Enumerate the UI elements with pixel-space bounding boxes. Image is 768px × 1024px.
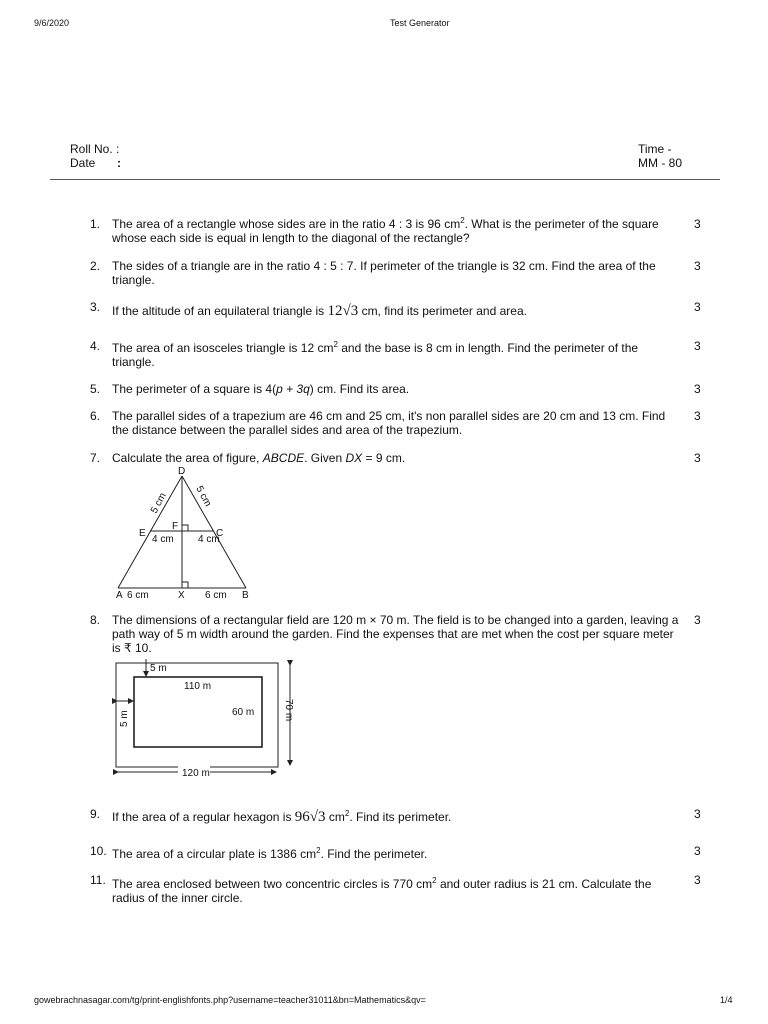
label-fc-length: 4 cm	[198, 534, 220, 545]
question-text: The area enclosed between two concentric circles is 770 $cm^2$ and outer radius is 21 cm. Calculate the radius of the inner circle.	[112, 876, 652, 905]
question-marks: 3	[694, 339, 701, 353]
question-number: 1.	[90, 217, 101, 231]
question-number: 3.	[90, 300, 101, 314]
right-angle-x	[182, 582, 188, 588]
question-number: 4.	[90, 339, 101, 353]
date-label: Date	[70, 156, 96, 170]
label-a: A	[116, 590, 123, 600]
question-number: 8.	[90, 613, 101, 627]
label-inner-height: 60 m	[232, 707, 255, 718]
page-header-title: Test Generator	[390, 18, 450, 28]
question-text: If the altitude of an equilateral triangle is 12√3 cm, find its perimeter and area.	[112, 303, 527, 319]
side-da	[118, 476, 182, 588]
question-number: 6.	[90, 409, 101, 423]
question-number: 11.	[90, 873, 106, 887]
question-text: The area of a rectangle whose sides are in the ratio 4 : 3 is 96 $cm^2$. What is the perimeter of the square whose each side is equal in length to the diagonal of the rectangle?	[112, 216, 659, 245]
label-outer-width: 120 m	[182, 768, 210, 779]
date-colon: :	[117, 156, 121, 170]
max-marks-label: MM - 80	[638, 156, 683, 170]
question-text: The area of an isosceles triangle is 12 $cm^2$ and the base is 8 cm in length. Find the perimeter of the triangle.	[112, 340, 639, 369]
question-marks: 3	[694, 844, 701, 858]
label-xb-length: 6 cm	[205, 590, 227, 600]
question-number: 7.	[90, 451, 101, 465]
question-text: The area of a circular plate is 1386 $cm^2$. Find the perimeter.	[112, 846, 428, 861]
question-marks: 3	[694, 259, 701, 273]
header-divider	[50, 179, 720, 180]
pentagon-figure	[108, 464, 258, 600]
label-d: D	[178, 466, 186, 477]
question-text: The perimeter of a square is 4(p + 3q) cm. Find its area.	[112, 382, 410, 396]
question-text: The sides of a triangle are in the ratio 4 : 5 : 7. If perimeter of the triangle is 32 cm. Find the area of the triangle.	[112, 259, 656, 287]
question-marks: 3	[694, 451, 701, 465]
question-text: If the area of a regular hexagon is 96√3 $cm^2$. Find its perimeter.	[112, 809, 452, 825]
field-figure	[110, 659, 300, 780]
roll-no-label: Roll No. :	[70, 142, 120, 156]
question-marks: 3	[694, 382, 701, 396]
label-de-length: 5 cm	[148, 491, 169, 516]
question-marks: 3	[694, 217, 701, 231]
time-label: Time -	[638, 142, 672, 156]
right-angle-f	[182, 525, 188, 531]
label-ef-length: 4 cm	[152, 534, 174, 545]
question-number: 10.	[90, 844, 107, 858]
label-e: E	[139, 528, 146, 539]
label-x: X	[178, 590, 185, 600]
label-inner-width: 110 m	[184, 681, 212, 692]
page-url: gowebrachnasagar.com/tg/print-englishfonts.php?username=teacher31011&bn=Mathematics&qv=	[34, 995, 426, 1005]
question-marks: 3	[694, 300, 701, 314]
label-ax-length: 6 cm	[127, 590, 149, 600]
side-db	[182, 476, 246, 588]
label-left-path: 5 m	[119, 710, 130, 727]
question-number: 5.	[90, 382, 101, 396]
label-outer-height: 70 m	[283, 699, 294, 722]
label-f: F	[172, 521, 179, 532]
print-date: 9/6/2020	[34, 18, 70, 28]
question-marks: 3	[694, 873, 701, 887]
page-number: 1/4	[720, 995, 733, 1005]
label-top-path: 5 m	[150, 663, 167, 674]
question-text: Calculate the area of figure, ABCDE. Given DX = 9 cm.	[112, 451, 406, 465]
question-marks: 3	[694, 409, 701, 423]
question-number: 2.	[90, 259, 101, 273]
label-dc-length: 5 cm	[193, 484, 214, 509]
question-number: 9.	[90, 807, 101, 821]
question-text: The dimensions of a rectangular field are 120 m × 70 m. The field is to be changed into a garden, leaving a path way of 5 m width around the garden. Find the expenses that are met when the cost per square meter is ₹ 10.	[112, 613, 679, 655]
question-marks: 3	[694, 613, 701, 627]
label-c: C	[216, 528, 224, 539]
question-marks: 3	[694, 807, 701, 821]
label-b: B	[242, 590, 249, 600]
question-text: The parallel sides of a trapezium are 46 cm and 25 cm, it's non parallel sides are 20 cm and 13 cm. Find the distance between the parallel sides and area of the trapezium.	[112, 409, 666, 437]
